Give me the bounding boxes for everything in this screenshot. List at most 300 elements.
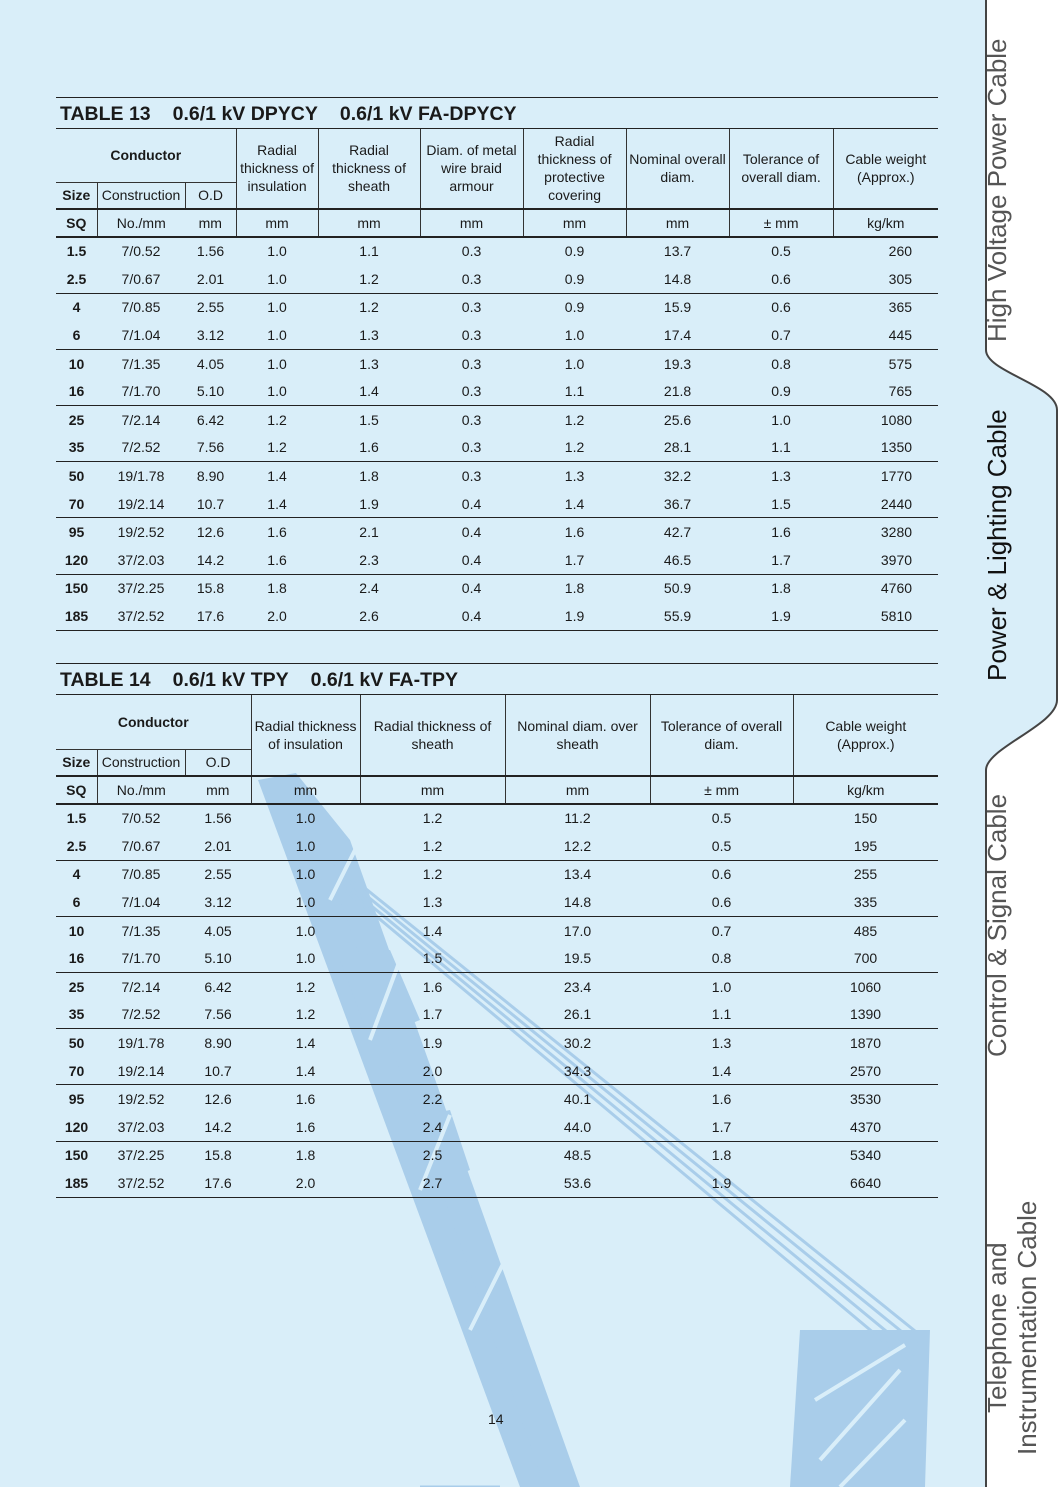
table-cell: 1.8: [295, 1147, 316, 1164]
column-header: Radial thickness of insulation: [251, 695, 360, 776]
table-cell: 14.8: [626, 265, 729, 293]
table-cell: 19/2.14: [97, 1057, 185, 1085]
table-cell: 48.5: [563, 1147, 592, 1164]
table-cell: 0.6: [650, 888, 793, 916]
table-14: [56, 695, 938, 1198]
od-header: O.D: [185, 749, 251, 776]
table-cell: 6: [56, 888, 97, 916]
table-cell: 23.4: [563, 978, 592, 995]
table-row: [56, 546, 938, 574]
table-cell: 8.90: [196, 468, 225, 485]
table-cell: 19.5: [505, 944, 650, 972]
table-cell: 1.8: [711, 1147, 732, 1164]
table-row: [56, 832, 938, 860]
table-cell: 1.6: [236, 546, 318, 574]
table-cell: 260: [888, 243, 913, 260]
table-cell: 0.3: [420, 265, 523, 293]
table-cell: 30.2: [563, 1035, 592, 1052]
table-cell: 1.9: [422, 1035, 443, 1052]
unit-cell: mm: [523, 209, 626, 237]
table-cell: 1.6: [267, 524, 287, 541]
table-cell: 1.0: [267, 299, 287, 316]
table-cell: 1.0: [236, 321, 318, 349]
table-row: [56, 462, 938, 490]
table-cell: 36.7: [626, 490, 729, 518]
table-cell: 1350: [833, 434, 938, 462]
table-cell: 5.10: [185, 377, 236, 405]
table-cell: 1.5: [729, 490, 833, 518]
table-cell: 1.2: [360, 832, 505, 860]
table-cell: 2440: [833, 490, 938, 518]
construction-header: Construction: [97, 182, 185, 209]
table-cell: 1.6: [422, 978, 443, 995]
table-cell: 1.9: [523, 602, 626, 630]
table-row: [56, 888, 938, 916]
table-cell: 37/2.52: [97, 602, 185, 630]
table-cell: 1.2: [523, 434, 626, 462]
table-cell: 1080: [880, 411, 913, 428]
table-row: [56, 321, 938, 349]
table-cell: 0.8: [771, 355, 791, 372]
table-cell: 0.3: [461, 355, 482, 372]
table-cell: 1.3: [360, 888, 505, 916]
table-cell: 35: [56, 1001, 97, 1029]
table-cell: 2.0: [236, 602, 318, 630]
od-header: O.D: [185, 182, 236, 209]
table-cell: 26.1: [505, 1001, 650, 1029]
table-cell: 7.56: [185, 1001, 251, 1029]
table-13-title-a: 0.6/1 kV DPYCY: [172, 103, 318, 125]
table-cell: 1.4: [318, 377, 420, 405]
table-14-section: [56, 663, 938, 1198]
table-cell: 1.4: [251, 1057, 360, 1085]
conductor-header: Conductor: [117, 713, 189, 730]
table-cell: 2.7: [360, 1169, 505, 1197]
tab-power-lighting-cable[interactable]: Power & Lighting Cable: [982, 409, 1012, 681]
units-row: [56, 776, 938, 804]
table-row: [56, 973, 938, 1001]
table-cell: 1.4: [295, 1035, 316, 1052]
table-cell: 0.9: [564, 299, 585, 316]
unit-cell: mm: [185, 209, 236, 237]
table-cell: 1.5: [360, 944, 505, 972]
table-cell: 7/2.52: [97, 434, 185, 462]
table-cell: 7/2.14: [121, 978, 161, 995]
table-cell: 2.4: [359, 580, 379, 597]
table-cell: 1.5: [66, 243, 87, 260]
column-header: Tolerance of overall diam.: [650, 695, 793, 776]
table-cell: 6.42: [204, 978, 232, 995]
table-cell: 0.6: [711, 866, 732, 883]
table-cell: 2.01: [185, 265, 236, 293]
table-cell: 1.0: [711, 978, 732, 995]
table-cell: 1.9: [650, 1169, 793, 1197]
table-cell: 37/2.25: [117, 1147, 165, 1164]
table-row: [56, 574, 938, 602]
table-cell: 2570: [793, 1057, 938, 1085]
table-cell: 1.4: [267, 468, 287, 485]
table-cell: 1.8: [359, 468, 379, 485]
table-cell: 1.2: [251, 1001, 360, 1029]
table-cell: 3.12: [185, 888, 251, 916]
unit-cell: mm: [185, 776, 251, 804]
table-cell: 6640: [793, 1169, 938, 1197]
column-header: Tolerance of overall diam.: [729, 129, 833, 209]
table-cell: 25: [68, 411, 85, 428]
table-cell: 1.2: [359, 299, 379, 316]
table-cell: 0.3: [461, 299, 482, 316]
table-cell: 1.3: [564, 468, 585, 485]
construction-header: Construction: [97, 749, 185, 776]
table-cell: 95: [68, 524, 85, 541]
table-cell: 44.0: [505, 1113, 650, 1141]
table-cell: 15.8: [204, 1147, 232, 1164]
table-cell: 19/2.52: [117, 1091, 165, 1108]
table-cell: 150: [64, 580, 89, 597]
units-row: [56, 209, 938, 237]
table-cell: 17.4: [626, 321, 729, 349]
table-cell: 1.2: [422, 866, 443, 883]
table-cell: 150: [853, 810, 878, 827]
table-cell: 0.3: [420, 434, 523, 462]
unit-cell: No./mm: [97, 776, 185, 804]
table-13-number: TABLE 13: [60, 103, 151, 125]
table-cell: 25.6: [663, 411, 692, 428]
page-number: 14: [488, 1411, 504, 1427]
table-cell: 34.3: [505, 1057, 650, 1085]
table-cell: 0.3: [461, 411, 482, 428]
table-cell: 1.0: [267, 355, 287, 372]
column-header: Cable weight (Approx.): [833, 129, 938, 209]
table-cell: 7/0.67: [97, 832, 185, 860]
table-row: [56, 518, 938, 546]
table-cell: 0.6: [771, 299, 791, 316]
table-cell: 37/2.03: [97, 546, 185, 574]
table-cell: 7/0.52: [121, 810, 161, 827]
table-cell: 3280: [880, 524, 913, 541]
table-cell: 365: [888, 299, 913, 316]
table-cell: 4370: [793, 1113, 938, 1141]
table-cell: 1.0: [295, 866, 316, 883]
table-cell: 0.3: [461, 243, 482, 260]
tab-telephone-instrumentation-cable[interactable]: Telephone and Instrumentation Cable: [982, 1200, 1042, 1455]
table-cell: 1.0: [251, 944, 360, 972]
column-header: Radial thickness of sheath: [360, 695, 505, 776]
table-row: [56, 602, 938, 630]
table-cell: 10.7: [185, 1057, 251, 1085]
table-row: [56, 349, 938, 377]
table-cell: 1.6: [711, 1091, 732, 1108]
table-cell: 2.0: [251, 1169, 360, 1197]
table-cell: 0.4: [420, 602, 523, 630]
table-cell: 16: [56, 944, 97, 972]
table-cell: 37/2.52: [97, 1169, 185, 1197]
table-row: [56, 860, 938, 888]
unit-cell: kg/km: [833, 209, 938, 237]
section-tabs-sidebar: [982, 0, 1059, 1487]
table-row: [56, 293, 938, 321]
table-cell: 700: [793, 944, 938, 972]
table-cell: 0.4: [420, 546, 523, 574]
table-cell: 35: [56, 434, 97, 462]
table-cell: 17.6: [185, 602, 236, 630]
table-cell: 2.1: [359, 524, 379, 541]
table-row: [56, 1085, 938, 1113]
unit-cell: mm: [360, 776, 505, 804]
table-cell: 1.1: [650, 1001, 793, 1029]
table-cell: 10: [68, 922, 85, 939]
table-cell: 0.8: [650, 944, 793, 972]
table-cell: 2.6: [318, 602, 420, 630]
table-cell: 70: [56, 1057, 97, 1085]
table-cell: 7/0.52: [121, 243, 161, 260]
table-cell: 1.8: [771, 580, 791, 597]
table-cell: 70: [56, 490, 97, 518]
table-cell: 1.2: [236, 434, 318, 462]
table-cell: 12.6: [204, 1091, 232, 1108]
table-cell: 37/2.25: [117, 580, 165, 597]
tab-high-voltage-power-cable[interactable]: High Voltage Power Cable: [982, 38, 1012, 342]
table-cell: 4.05: [204, 922, 232, 939]
table-cell: 0.5: [650, 832, 793, 860]
table-cell: 1.0: [771, 411, 791, 428]
table-row: [56, 804, 938, 833]
table-cell: 2.5: [56, 265, 97, 293]
table-14-number: TABLE 14: [60, 669, 151, 691]
table-cell: 55.9: [626, 602, 729, 630]
table-cell: 19/2.14: [97, 490, 185, 518]
table-cell: 3970: [833, 546, 938, 574]
table-cell: 1.0: [295, 922, 316, 939]
unit-cell: mm: [420, 209, 523, 237]
table-cell: 0.5: [771, 243, 791, 260]
table-cell: 7/2.14: [121, 411, 161, 428]
table-cell: 1.6: [251, 1113, 360, 1141]
table-cell: 2.55: [204, 866, 232, 883]
table-cell: 13.4: [563, 866, 592, 883]
table-row: [56, 237, 938, 266]
table-cell: 1.9: [729, 602, 833, 630]
table-row: [56, 377, 938, 405]
table-cell: 5.10: [185, 944, 251, 972]
table-cell: 1.5: [66, 810, 87, 827]
table-cell: 1.0: [267, 243, 287, 260]
table-row: [56, 1001, 938, 1029]
table-cell: 0.6: [729, 265, 833, 293]
table-cell: 7.56: [185, 434, 236, 462]
table-cell: 485: [853, 922, 878, 939]
conductor-header: Conductor: [110, 147, 182, 164]
table-cell: 1.4: [523, 490, 626, 518]
table-cell: 0.9: [729, 377, 833, 405]
table-cell: 1.4: [422, 922, 443, 939]
table-cell: 1.4: [236, 490, 318, 518]
table-cell: 255: [853, 866, 878, 883]
table-cell: 120: [56, 546, 97, 574]
table-14-title: [56, 663, 938, 695]
table-cell: 0.7: [729, 321, 833, 349]
table-cell: 7/1.35: [121, 922, 161, 939]
column-header: Nominal overall diam.: [626, 129, 729, 209]
table-cell: 95: [68, 1091, 85, 1108]
table-cell: 1.3: [318, 321, 420, 349]
table-cell: 21.8: [626, 377, 729, 405]
table-cell: 2.3: [318, 546, 420, 574]
table-cell: 335: [793, 888, 938, 916]
table-cell: 0.4: [461, 524, 482, 541]
table-cell: 0.9: [523, 265, 626, 293]
table-cell: 6: [56, 321, 97, 349]
table-13-title-b: 0.6/1 kV FA-DPYCY: [339, 103, 517, 125]
table-cell: 10.7: [185, 490, 236, 518]
table-cell: 7/1.70: [97, 377, 185, 405]
table-cell: 28.1: [626, 434, 729, 462]
table-cell: 1.8: [564, 580, 585, 597]
table-cell: 195: [793, 832, 938, 860]
table-cell: 3530: [849, 1091, 882, 1108]
table-cell: 37/2.03: [97, 1113, 185, 1141]
table-cell: 1.0: [251, 888, 360, 916]
table-cell: 1.7: [650, 1113, 793, 1141]
table-cell: 7/2.52: [97, 1001, 185, 1029]
table-cell: 1.3: [771, 468, 791, 485]
unit-cell: kg/km: [793, 776, 938, 804]
table-cell: 2.5: [56, 832, 97, 860]
unit-cell: No./mm: [97, 209, 185, 237]
unit-cell: ± mm: [650, 776, 793, 804]
unit-cell: mm: [318, 209, 420, 237]
table-cell: 0.4: [420, 490, 523, 518]
table-cell: 1.0: [236, 265, 318, 293]
table-row: [56, 944, 938, 972]
table-14-title-b: 0.6/1 kV FA-TPY: [310, 669, 459, 691]
table-cell: 185: [56, 1169, 97, 1197]
table-cell: 19/2.52: [117, 524, 165, 541]
table-cell: 1.2: [318, 265, 420, 293]
table-cell: 4: [72, 299, 81, 316]
table-cell: 2.55: [196, 299, 225, 316]
table-cell: 120: [56, 1113, 97, 1141]
table-cell: 25: [68, 978, 85, 995]
table-13-section: [56, 97, 938, 631]
table-cell: 1.5: [359, 411, 379, 428]
table-cell: 185: [56, 602, 97, 630]
table-13-title: [56, 97, 938, 129]
table-cell: 1.4: [650, 1057, 793, 1085]
table-cell: 1.6: [771, 524, 791, 541]
table-cell: 1.3: [359, 355, 379, 372]
table-cell: 765: [833, 377, 938, 405]
table-cell: 150: [64, 1147, 89, 1164]
table-cell: 0.4: [461, 580, 482, 597]
unit-cell: mm: [236, 209, 318, 237]
table-cell: 1060: [849, 978, 882, 995]
table-cell: 1.7: [729, 546, 833, 574]
table-cell: 0.9: [564, 243, 585, 260]
table-cell: 1.2: [295, 978, 316, 995]
table-cell: 1.7: [523, 546, 626, 574]
table-cell: 1.3: [711, 1035, 732, 1052]
table-cell: 1.6: [564, 524, 585, 541]
table-cell: 5340: [849, 1147, 882, 1164]
table-cell: 1.2: [267, 411, 287, 428]
table-row: [56, 1169, 938, 1197]
table-cell: 53.6: [505, 1169, 650, 1197]
table-cell: 1.8: [267, 580, 287, 597]
table-cell: 3.12: [185, 321, 236, 349]
table-cell: 7/0.67: [97, 265, 185, 293]
table-14-body: [56, 804, 938, 1198]
column-header: Radial thickness of insulation: [236, 129, 318, 209]
table-cell: 7/0.85: [121, 299, 161, 316]
table-cell: 14.8: [505, 888, 650, 916]
table-cell: 14.2: [185, 1113, 251, 1141]
table-cell: 1.1: [729, 434, 833, 462]
table-cell: 2.01: [185, 832, 251, 860]
table-cell: 7/1.35: [121, 355, 161, 372]
table-cell: 1870: [849, 1035, 882, 1052]
table-cell: 32.2: [663, 468, 692, 485]
unit-cell: ± mm: [729, 209, 833, 237]
size-header: Size: [56, 182, 97, 209]
table-cell: 5810: [833, 602, 938, 630]
table-cell: 2.0: [360, 1057, 505, 1085]
table-cell: 0.7: [711, 922, 732, 939]
table-cell: 1.7: [360, 1001, 505, 1029]
column-header: Cable weight (Approx.): [793, 695, 938, 776]
table-cell: 16: [56, 377, 97, 405]
table-cell: 42.7: [663, 524, 692, 541]
table-cell: 4.05: [196, 355, 225, 372]
table-cell: 445: [833, 321, 938, 349]
table-cell: 1.0: [236, 377, 318, 405]
table-cell: 12.6: [196, 524, 225, 541]
table-row: [56, 1057, 938, 1085]
table-cell: 1.0: [564, 355, 585, 372]
table-cell: 1.2: [564, 411, 585, 428]
table-cell: 1.6: [295, 1091, 316, 1108]
tab-control-signal-cable[interactable]: Control & Signal Cable: [982, 793, 1012, 1057]
table-cell: 4: [72, 866, 81, 883]
table-cell: 7/0.85: [121, 866, 161, 883]
table-cell: 1.6: [318, 434, 420, 462]
table-cell: 1.2: [422, 810, 443, 827]
table-cell: 14.2: [185, 546, 236, 574]
table-row: [56, 1141, 938, 1169]
table-cell: 10: [68, 355, 85, 372]
table-cell: 46.5: [626, 546, 729, 574]
table-cell: 2.4: [360, 1113, 505, 1141]
table-cell: 50.9: [663, 580, 692, 597]
table-cell: 1.56: [204, 810, 232, 827]
table-cell: 50: [68, 468, 85, 485]
table-cell: 575: [888, 355, 913, 372]
table-cell: 2.5: [422, 1147, 443, 1164]
table-cell: 17.0: [563, 922, 592, 939]
table-cell: 1.56: [196, 243, 225, 260]
table-cell: 1390: [793, 1001, 938, 1029]
table-14-title-a: 0.6/1 kV TPY: [172, 669, 289, 691]
table-cell: 1.1: [359, 243, 379, 260]
table-cell: 15.8: [196, 580, 225, 597]
table-row: [56, 1113, 938, 1141]
table-cell: 17.6: [185, 1169, 251, 1197]
table-cell: 19.3: [663, 355, 692, 372]
table-cell: 0.3: [461, 468, 482, 485]
table-13: [56, 129, 938, 631]
size-header: Size: [56, 749, 97, 776]
table-row: [56, 406, 938, 434]
